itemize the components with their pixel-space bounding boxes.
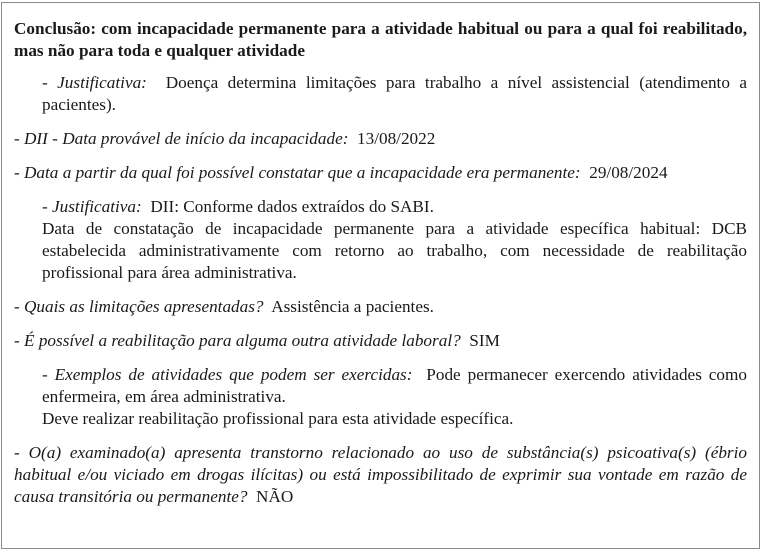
justificativa-1-text: Doença determina limitações para trabalho a nível assistencial (atendimento a pacientes).: [42, 73, 747, 114]
exemplos-item: [14, 364, 747, 430]
justificativa-1-label: - Justificativa:: [42, 73, 147, 92]
limitacoes-label: - Quais as limitações apresentadas?: [14, 297, 264, 316]
substancias-label: - O(a) examinado(a) apresenta transtorno relacionado ao uso de substância(s) psicoativa(s) (ébrio habitual e/ou viciado em drogas ilícitas) ou está impossibilitado de exprimir sua vontade em razão de causa transitória ou permanente?: [14, 443, 747, 506]
data-permanente-label: - Data a partir da qual foi possível constatar que a incapacidade era permanente:: [14, 163, 581, 182]
limitacoes-value: Assistência a pacientes.: [271, 297, 434, 316]
conclusion-text: Conclusão: com incapacidade permanente para a atividade habitual ou para a qual foi reabilitado, mas não para toda e qualquer atividade: [14, 19, 747, 60]
reabilitacao-label: - É possível a reabilitação para alguma outra atividade laboral?: [14, 331, 461, 350]
limitacoes-item: [14, 296, 747, 318]
justificativa-2-label: - Justificativa:: [42, 197, 142, 216]
justificativa-2-line2: Data de constatação de incapacidade permanente para a atividade específica habitual: DCB estabelecida administrativamente com retorno ao trabalho, com necessidade de reabilitação profissional para área administrativa.: [42, 219, 747, 282]
exemplos-line1: Pode permanecer exercendo atividades como enfermeira, em área administrativa.: [42, 365, 747, 406]
substancias-item: [14, 442, 747, 508]
justificativa-2-line1: DII: Conforme dados extraídos do SABI.: [150, 197, 434, 216]
reabilitacao-value: SIM: [469, 331, 500, 350]
reabilitacao-item: [14, 330, 747, 352]
justificativa-1: [14, 72, 747, 116]
exemplos-line2: Deve realizar reabilitação profissional para esta atividade específica.: [42, 409, 514, 428]
data-permanente-item: [14, 162, 747, 184]
data-permanente-value: 29/08/2024: [589, 163, 668, 182]
conclusion-heading: [14, 18, 747, 62]
exemplos-label: - Exemplos de atividades que podem ser exercidas:: [42, 365, 413, 384]
dii-label: - DII - Data provável de início da incapacidade:: [14, 129, 349, 148]
dii-item: [14, 128, 747, 150]
substancias-value: NÃO: [256, 487, 294, 506]
dii-value: 13/08/2022: [357, 129, 436, 148]
report-content: [14, 18, 747, 520]
justificativa-2: [14, 196, 747, 284]
